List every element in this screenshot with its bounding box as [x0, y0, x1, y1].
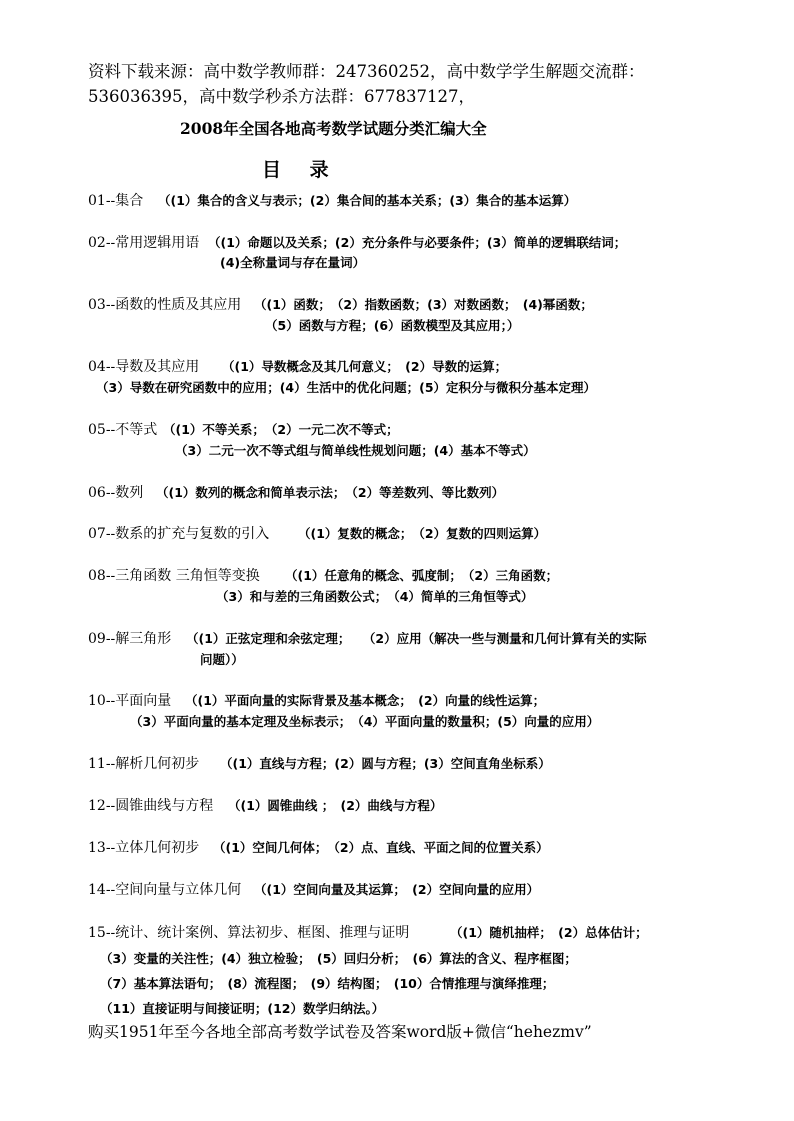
toc-heading-char-2: 录 [309, 159, 329, 181]
toc-heading [262, 155, 329, 182]
toc-entry-13-detail-1: （(1）空间几何体； （2）点、直线、平面之间的位置关系） [213, 840, 549, 855]
toc-entry-05-label: 05--不等式 [88, 422, 158, 438]
toc-entry-03-label: 03--函数的性质及其应用 [88, 297, 242, 313]
toc-entry-02-label: 02--常用逻辑用语 [88, 235, 200, 251]
toc-entry-07-detail-1: （(1）复数的概念； （2）复数的四则运算） [298, 526, 547, 541]
toc-entry-09-label: 09--解三角形 [88, 631, 172, 647]
toc-entry-05-detail-2: （3）二元一次不等式组与简单线性规划问题；(4）基本不等式） [175, 443, 536, 458]
toc-heading-char-1: 目 [262, 159, 282, 181]
toc-entry-04-detail-2: （3）导数在研究函数中的应用；(4）生活中的优化问题；(5）定积分与微积分基本定理） [96, 380, 597, 395]
toc-entry-09-detail-1: （(1）正弦定理和余弦定理； （2）应用（解决一些与测量和几何计算有关的实际 [186, 631, 647, 646]
toc-entry-05-detail-1: （(1）不等关系； （2）一元二次不等式； [163, 422, 399, 437]
toc-entry-13-label: 13--立体几何初步 [88, 840, 200, 856]
toc-entry-08-label: 08--三角函数 三角恒等变换 [88, 568, 260, 584]
toc-entry-15-detail-1: （(1）随机抽样； (2）总体估计； [450, 925, 648, 940]
toc-entry-01-detail-1: （(1）集合的含义与表示；(2）集合间的基本关系；(3）集合的基本运算） [158, 193, 577, 208]
toc-entry-04-detail-1: （(1）导数概念及其几何意义； (2）导数的运算； [222, 359, 508, 374]
toc-entry-04-label: 04--导数及其应用 [88, 359, 200, 375]
toc-entry-11-label: 11--解析几何初步 [88, 756, 200, 772]
toc-entry-07-label: 07--数系的扩充与复数的引入 [88, 526, 270, 542]
toc-entry-02-detail-1: （(1）命题以及关系；(2）充分条件与必要条件；(3）简单的逻辑联结词； [208, 235, 627, 250]
toc-entry-01-label: 01--集合 [88, 193, 144, 209]
toc-entry-15-detail-3: （7）基本算法语句； (8）流程图； (9）结构图； (10）合情推理与演绎推理； [100, 976, 555, 991]
document-title: 2008年全国各地高考数学试题分类汇编大全 [180, 119, 487, 138]
header-line-1: 资料下载来源：高中数学教师群：247360252，高中数学学生解题交流群： [88, 62, 645, 81]
toc-entry-14-label: 14--空间向量与立体几何 [88, 882, 242, 898]
toc-entry-02-detail-2: (4)全称量词与存在量词） [220, 255, 366, 270]
header-line-2: 536036395，高中数学秒杀方法群：677837127， [88, 87, 475, 106]
toc-entry-15-label: 15--统计、统计案例、算法初步、框图、推理与证明 [88, 925, 410, 941]
toc-entry-11-detail-1: （(1）直线与方程；(2）圆与方程；(3）空间直角坐标系） [220, 756, 551, 771]
toc-entry-10-label: 10--平面向量 [88, 693, 172, 709]
toc-entry-09-detail-2: 问题）） [200, 652, 244, 667]
toc-entry-08-detail-2: （3）和与差的三角函数公式； （4）简单的三角恒等式） [216, 589, 534, 604]
toc-entry-03-detail-1: （(1）函数； （2）指数函数；(3）对数函数； (4)幂函数； [254, 297, 593, 312]
toc-entry-15-detail-4: （11）直接证明与间接证明；(12）数学归纳法。） [100, 1001, 385, 1016]
toc-entry-10-detail-2: （3）平面向量的基本定理及坐标表示； （4）平面向量的数量积；(5）向量的应用） [130, 714, 600, 729]
toc-entry-10-detail-1: （(1）平面向量的实际背景及基本概念； (2）向量的线性运算； [185, 693, 546, 708]
toc-entry-06-detail-1: （(1）数列的概念和简单表示法； （2）等差数列、等比数列） [156, 485, 505, 500]
footer-note: 购买1951年至今各地全部高考数学试卷及答案word版+微信“hehezmv” [88, 1023, 592, 1041]
toc-entry-14-detail-1: （(1）空间向量及其运算； (2）空间向量的应用） [254, 882, 540, 897]
toc-entry-06-label: 06--数列 [88, 485, 144, 501]
toc-entry-12-detail-1: （(1）圆锥曲线 ； (2）曲线与方程） [228, 798, 443, 813]
toc-entry-03-detail-2: （5）函数与方程；(6）函数模型及其应用；） [265, 318, 520, 333]
toc-entry-15-detail-2: （3）变量的关注性；(4）独立检验； (5）回归分析； (6）算法的含义、程序框图； [100, 951, 577, 966]
toc-entry-12-label: 12--圆锥曲线与方程 [88, 798, 214, 814]
toc-entry-08-detail-1: （(1）任意角的概念、弧度制； （2）三角函数； [285, 568, 559, 583]
